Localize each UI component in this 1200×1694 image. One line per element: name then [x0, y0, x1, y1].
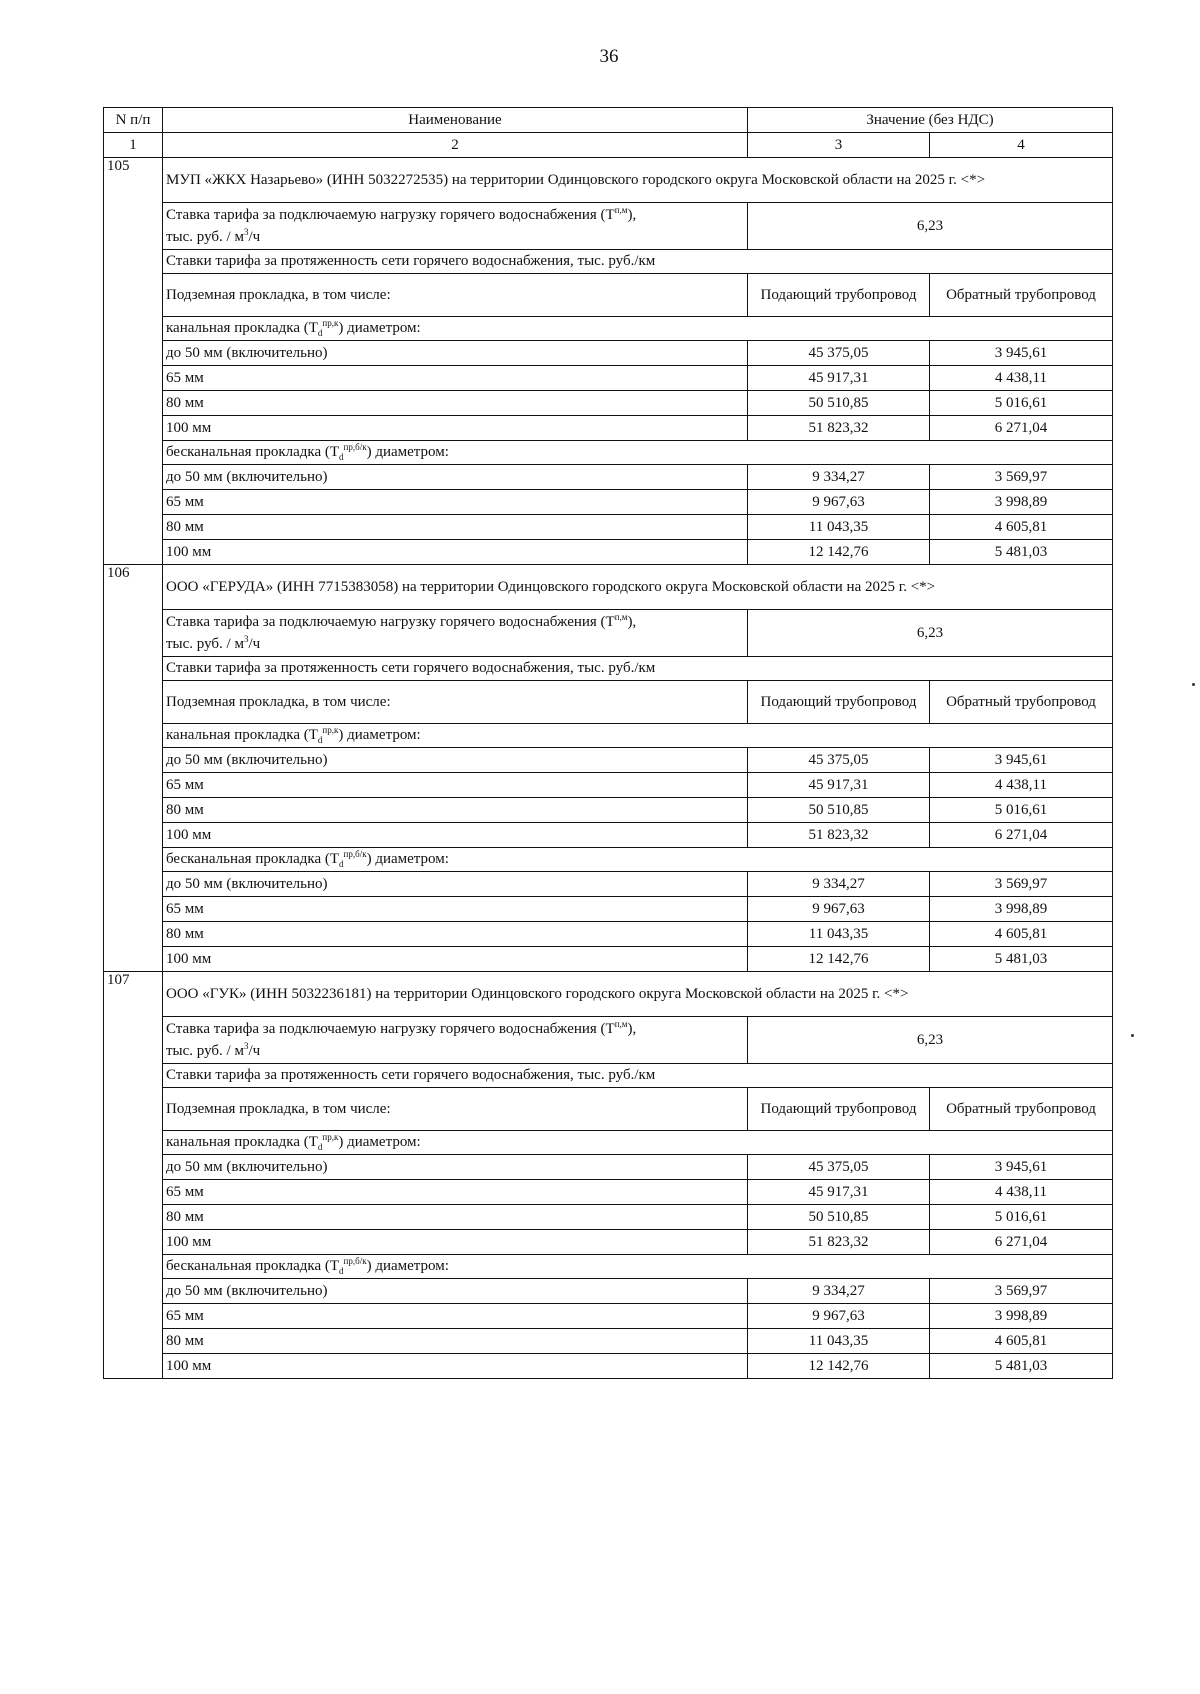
table-row — [104, 872, 1113, 897]
supply-value: 50 510,85 — [748, 798, 930, 823]
channelless-label — [163, 1255, 1113, 1279]
load-rate-label — [163, 1017, 748, 1064]
diameter: 65 мм — [163, 897, 748, 922]
table-row — [104, 1205, 1113, 1230]
org-name: ООО «ГУК» (ИНН 5032236181) на территории Одинцовского городского округа Московской области на 2025 г. <*> — [163, 972, 1113, 1017]
table-row — [104, 465, 1113, 490]
channelless-sub: d — [339, 452, 344, 462]
diameter: 80 мм — [163, 922, 748, 947]
diameter: 65 мм — [163, 366, 748, 391]
table-row — [104, 1180, 1113, 1205]
channel-tail: ) диаметром: — [338, 1134, 421, 1150]
return-value: 3 998,89 — [930, 897, 1113, 922]
load-rate-text: Ставка тарифа за подключаемую нагрузку горячего водоснабжения (Т — [166, 614, 615, 630]
supply-value: 9 334,27 — [748, 465, 930, 490]
return-value: 4 605,81 — [930, 515, 1113, 540]
return-value: 5 481,03 — [930, 1354, 1113, 1379]
supply-value: 12 142,76 — [748, 1354, 930, 1379]
supply-value: 45 917,31 — [748, 773, 930, 798]
supply-value: 9 967,63 — [748, 1304, 930, 1329]
org-row — [104, 158, 1113, 203]
return-value: 5 016,61 — [930, 798, 1113, 823]
header-row — [104, 108, 1113, 133]
diameter: до 50 мм (включительно) — [163, 1155, 748, 1180]
table-row — [104, 1329, 1113, 1354]
load-rate-text: Ставка тарифа за подключаемую нагрузку горячего водоснабжения (Т — [166, 207, 615, 223]
channelless-tail: ) диаметром: — [366, 444, 449, 460]
return-value: 3 945,61 — [930, 1155, 1113, 1180]
channelless-section-row — [104, 441, 1113, 465]
diameter: до 50 мм (включительно) — [163, 341, 748, 366]
channelless-section-row — [104, 848, 1113, 872]
load-rate-sup: п,м — [614, 205, 628, 215]
load-rate-unit: тыс. руб. / м — [166, 1043, 244, 1059]
channel-sub: d — [317, 1142, 323, 1152]
return-pipe-header: Обратный трубопровод — [930, 681, 1113, 724]
return-pipe-header: Обратный трубопровод — [930, 1088, 1113, 1131]
column-number-row — [104, 133, 1113, 158]
channel-label — [163, 1131, 1113, 1155]
channelless-text: бесканальная прокладка (Т — [166, 1258, 340, 1274]
load-rate-unit-tail: /ч — [248, 229, 261, 245]
channel-section-row — [104, 1131, 1113, 1155]
diameter: до 50 мм (включительно) — [163, 1279, 748, 1304]
channel-sup: пр,к — [322, 725, 339, 735]
column-number-3: 3 — [748, 133, 930, 158]
supply-value: 9 967,63 — [748, 897, 930, 922]
header-name: Наименование — [163, 108, 748, 133]
table-row — [104, 897, 1113, 922]
load-rate-unit: тыс. руб. / м — [166, 636, 244, 652]
load-rate-unit-tail: /ч — [248, 1043, 261, 1059]
return-value: 4 605,81 — [930, 922, 1113, 947]
diameter: 65 мм — [163, 1180, 748, 1205]
column-number-1: 1 — [104, 133, 163, 158]
channel-label — [163, 724, 1113, 748]
channel-tail: ) диаметром: — [338, 320, 421, 336]
table-row — [104, 1304, 1113, 1329]
channelless-sup: пр,б/к — [343, 442, 367, 452]
diameter: 100 мм — [163, 1354, 748, 1379]
load-rate-label — [163, 203, 748, 250]
channel-text: канальная прокладка (Т — [166, 1134, 318, 1150]
return-value: 5 481,03 — [930, 947, 1113, 972]
load-rate-label — [163, 610, 748, 657]
org-name: МУП «ЖКХ Назарьево» (ИНН 5032272535) на территории Одинцовского городского округа Московской области на 2025 г. <*> — [163, 158, 1113, 203]
diameter: 65 мм — [163, 773, 748, 798]
load-rate-value: 6,23 — [748, 610, 1113, 657]
load-rate-paren: ), — [627, 1021, 637, 1037]
table-row — [104, 416, 1113, 441]
margin-dot — [1131, 1034, 1134, 1037]
header-value: Значение (без НДС) — [748, 108, 1113, 133]
channelless-text: бесканальная прокладка (Т — [166, 444, 340, 460]
supply-value: 9 334,27 — [748, 872, 930, 897]
diameter: 100 мм — [163, 823, 748, 848]
load-rate-paren: ), — [627, 614, 637, 630]
diameter: 80 мм — [163, 515, 748, 540]
underground-row — [104, 681, 1113, 724]
return-value: 3 569,97 — [930, 872, 1113, 897]
diameter: 80 мм — [163, 1329, 748, 1354]
return-value: 3 945,61 — [930, 341, 1113, 366]
table-row — [104, 341, 1113, 366]
table-row — [104, 490, 1113, 515]
org-row — [104, 565, 1113, 610]
channelless-label — [163, 848, 1113, 872]
supply-value: 45 917,31 — [748, 366, 930, 391]
table-row — [104, 1279, 1113, 1304]
return-value: 3 998,89 — [930, 1304, 1113, 1329]
channel-text: канальная прокладка (Т — [166, 727, 318, 743]
diameter: 100 мм — [163, 947, 748, 972]
channel-sup: пр,к — [322, 1132, 339, 1142]
load-rate-row — [104, 203, 1113, 250]
channel-sup: пр,к — [322, 318, 339, 328]
channel-section-row — [104, 317, 1113, 341]
diameter: до 50 мм (включительно) — [163, 872, 748, 897]
load-rate-value: 6,23 — [748, 203, 1113, 250]
diameter: 100 мм — [163, 540, 748, 565]
underground-row — [104, 1088, 1113, 1131]
supply-pipe-header: Подающий трубопровод — [748, 1088, 930, 1131]
load-rate-unit: тыс. руб. / м — [166, 229, 244, 245]
network-rate-row — [104, 1064, 1113, 1088]
diameter: до 50 мм (включительно) — [163, 465, 748, 490]
supply-value: 45 375,05 — [748, 341, 930, 366]
diameter: 65 мм — [163, 490, 748, 515]
supply-value: 45 375,05 — [748, 748, 930, 773]
table-row — [104, 515, 1113, 540]
diameter: до 50 мм (включительно) — [163, 748, 748, 773]
supply-value: 11 043,35 — [748, 1329, 930, 1354]
channel-sub: d — [317, 328, 323, 338]
return-value: 5 481,03 — [930, 540, 1113, 565]
return-value: 3 998,89 — [930, 490, 1113, 515]
return-pipe-header: Обратный трубопровод — [930, 274, 1113, 317]
channelless-sup: пр,б/к — [343, 1256, 367, 1266]
column-number-2: 2 — [163, 133, 748, 158]
channelless-sub: d — [339, 1266, 344, 1276]
supply-value: 45 917,31 — [748, 1180, 930, 1205]
table-row — [104, 1155, 1113, 1180]
table-row — [104, 748, 1113, 773]
supply-pipe-header: Подающий трубопровод — [748, 274, 930, 317]
supply-pipe-header: Подающий трубопровод — [748, 681, 930, 724]
underground-row — [104, 274, 1113, 317]
table-row — [104, 1230, 1113, 1255]
load-rate-unit-sup: 3 — [243, 634, 249, 644]
entry-number: 107 — [104, 972, 163, 1379]
channelless-sup: пр,б/к — [343, 849, 367, 859]
supply-value: 51 823,32 — [748, 1230, 930, 1255]
diameter: 80 мм — [163, 391, 748, 416]
load-rate-text: Ставка тарифа за подключаемую нагрузку горячего водоснабжения (Т — [166, 1021, 615, 1037]
supply-value: 45 375,05 — [748, 1155, 930, 1180]
table-row — [104, 773, 1113, 798]
table-row — [104, 947, 1113, 972]
load-rate-paren: ), — [627, 207, 637, 223]
load-rate-row — [104, 1017, 1113, 1064]
supply-value: 50 510,85 — [748, 391, 930, 416]
diameter: 100 мм — [163, 1230, 748, 1255]
load-rate-unit-sup: 3 — [243, 227, 249, 237]
supply-value: 51 823,32 — [748, 416, 930, 441]
underground-label: Подземная прокладка, в том числе: — [163, 274, 748, 317]
table-row — [104, 922, 1113, 947]
return-value: 6 271,04 — [930, 823, 1113, 848]
return-value: 4 438,11 — [930, 366, 1113, 391]
channelless-tail: ) диаметром: — [366, 851, 449, 867]
return-value: 5 016,61 — [930, 391, 1113, 416]
page-number: 36 — [599, 46, 619, 67]
diameter: 100 мм — [163, 416, 748, 441]
table-row — [104, 391, 1113, 416]
network-rate-label: Ставки тарифа за протяженность сети горячего водоснабжения, тыс. руб./км — [163, 1064, 1113, 1088]
underground-label: Подземная прокладка, в том числе: — [163, 1088, 748, 1131]
supply-value: 12 142,76 — [748, 947, 930, 972]
channel-sub: d — [317, 735, 323, 745]
network-rate-row — [104, 250, 1113, 274]
load-rate-sup: п,м — [614, 1019, 628, 1029]
channel-section-row — [104, 724, 1113, 748]
network-rate-label: Ставки тарифа за протяженность сети горячего водоснабжения, тыс. руб./км — [163, 657, 1113, 681]
network-rate-label: Ставки тарифа за протяженность сети горячего водоснабжения, тыс. руб./км — [163, 250, 1113, 274]
diameter: 80 мм — [163, 1205, 748, 1230]
channelless-sub: d — [339, 859, 344, 869]
supply-value: 9 334,27 — [748, 1279, 930, 1304]
supply-value: 51 823,32 — [748, 823, 930, 848]
return-value: 6 271,04 — [930, 1230, 1113, 1255]
table-row — [104, 366, 1113, 391]
margin-dot — [1192, 683, 1195, 686]
network-rate-row — [104, 657, 1113, 681]
channel-label — [163, 317, 1113, 341]
header-num: N п/п — [104, 108, 163, 133]
table-row — [104, 798, 1113, 823]
channel-tail: ) диаметром: — [338, 727, 421, 743]
supply-value: 50 510,85 — [748, 1205, 930, 1230]
org-name: ООО «ГЕРУДА» (ИНН 7715383058) на территории Одинцовского городского округа Московской области на 2025 г. <*> — [163, 565, 1113, 610]
diameter: 80 мм — [163, 798, 748, 823]
channelless-label — [163, 441, 1113, 465]
table-row — [104, 823, 1113, 848]
return-value: 4 438,11 — [930, 1180, 1113, 1205]
supply-value: 11 043,35 — [748, 515, 930, 540]
org-row — [104, 972, 1113, 1017]
channelless-section-row — [104, 1255, 1113, 1279]
tariff-table — [103, 107, 1113, 1379]
supply-value: 12 142,76 — [748, 540, 930, 565]
return-value: 5 016,61 — [930, 1205, 1113, 1230]
supply-value: 11 043,35 — [748, 922, 930, 947]
table-row — [104, 540, 1113, 565]
return-value: 4 438,11 — [930, 773, 1113, 798]
return-value: 3 569,97 — [930, 1279, 1113, 1304]
channel-text: канальная прокладка (Т — [166, 320, 318, 336]
load-rate-value: 6,23 — [748, 1017, 1113, 1064]
entry-number: 106 — [104, 565, 163, 972]
return-value: 3 569,97 — [930, 465, 1113, 490]
load-rate-unit-sup: 3 — [243, 1041, 249, 1051]
table-row — [104, 1354, 1113, 1379]
underground-label: Подземная прокладка, в том числе: — [163, 681, 748, 724]
return-value: 3 945,61 — [930, 748, 1113, 773]
channelless-text: бесканальная прокладка (Т — [166, 851, 340, 867]
load-rate-row — [104, 610, 1113, 657]
diameter: 65 мм — [163, 1304, 748, 1329]
load-rate-unit-tail: /ч — [248, 636, 261, 652]
return-value: 4 605,81 — [930, 1329, 1113, 1354]
column-number-4: 4 — [930, 133, 1113, 158]
supply-value: 9 967,63 — [748, 490, 930, 515]
channelless-tail: ) диаметром: — [366, 1258, 449, 1274]
entry-number: 105 — [104, 158, 163, 565]
load-rate-sup: п,м — [614, 612, 628, 622]
return-value: 6 271,04 — [930, 416, 1113, 441]
